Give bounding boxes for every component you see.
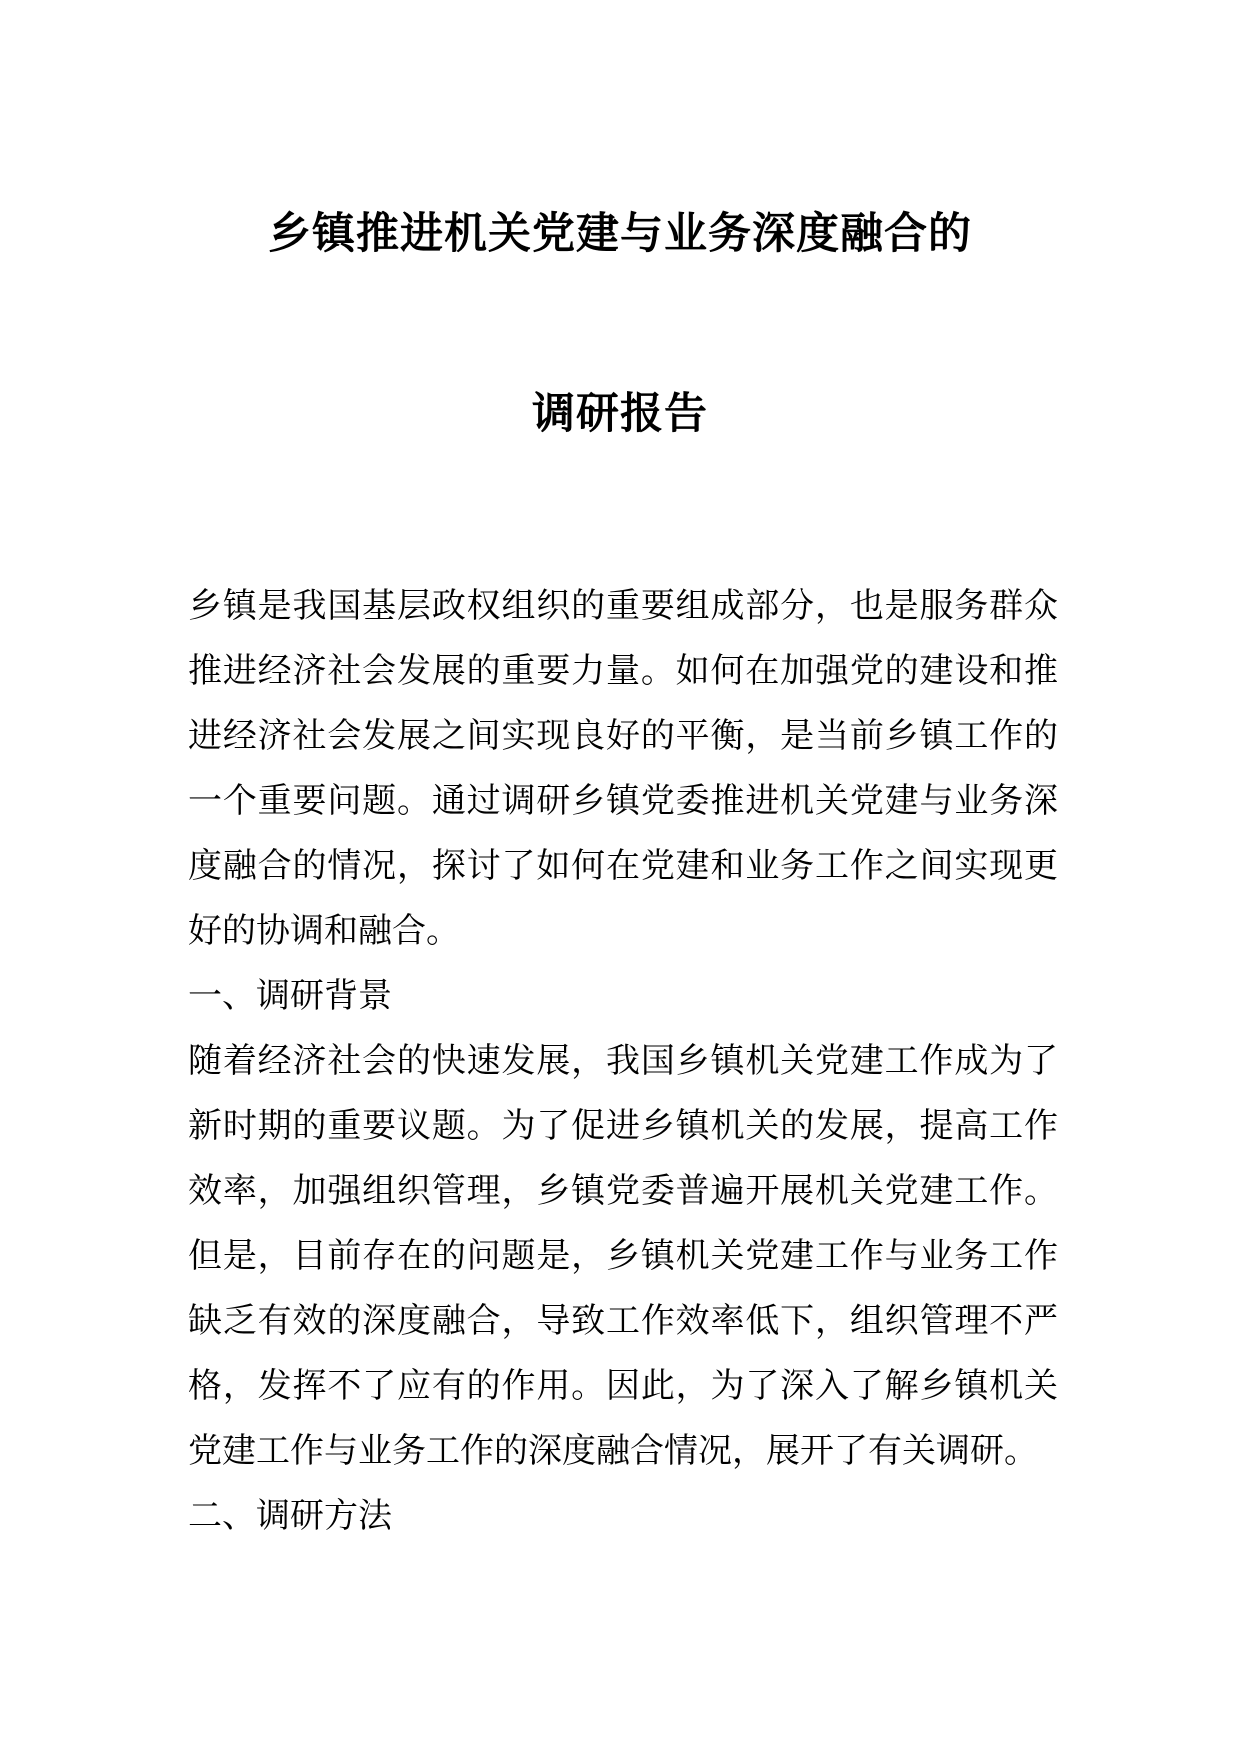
document-title-line-2: 调研报告 [532, 389, 708, 439]
section-2-heading: 二、调研方法 [188, 1496, 392, 1536]
section-1-paragraph: 随着经济社会的快速发展，我国乡镇机关党建工作成为了新时期的重要议题。为了促进乡镇机关的发展，提高工作效率，加强组织管理，乡镇党委普遍开展机关党建工作。但是，目前存在的问题是，乡镇机关党建工作与业务工作缺乏有效的深度融合，导致工作效率低下，组织管理不严格，发挥不了应有的作用。因此，为了深入了解乡镇机关党建工作与业务工作的深度融合情况，展开了有关调研。 [188, 1041, 1058, 1471]
document-body [188, 574, 1058, 1549]
document-title-line-1: 乡镇推进机关党建与业务深度融合的 [268, 209, 972, 259]
section-1-heading: 一、调研背景 [188, 976, 392, 1016]
intro-paragraph: 乡镇是我国基层政权组织的重要组成部分，也是服务群众推进经济社会发展的重要力量。如何在加强党的建设和推进经济社会发展之间实现良好的平衡，是当前乡镇工作的一个重要问题。通过调研乡镇党委推进机关党建与业务深度融合的情况，探讨了如何在党建和业务工作之间实现更好的协调和融合。 [188, 586, 1058, 951]
